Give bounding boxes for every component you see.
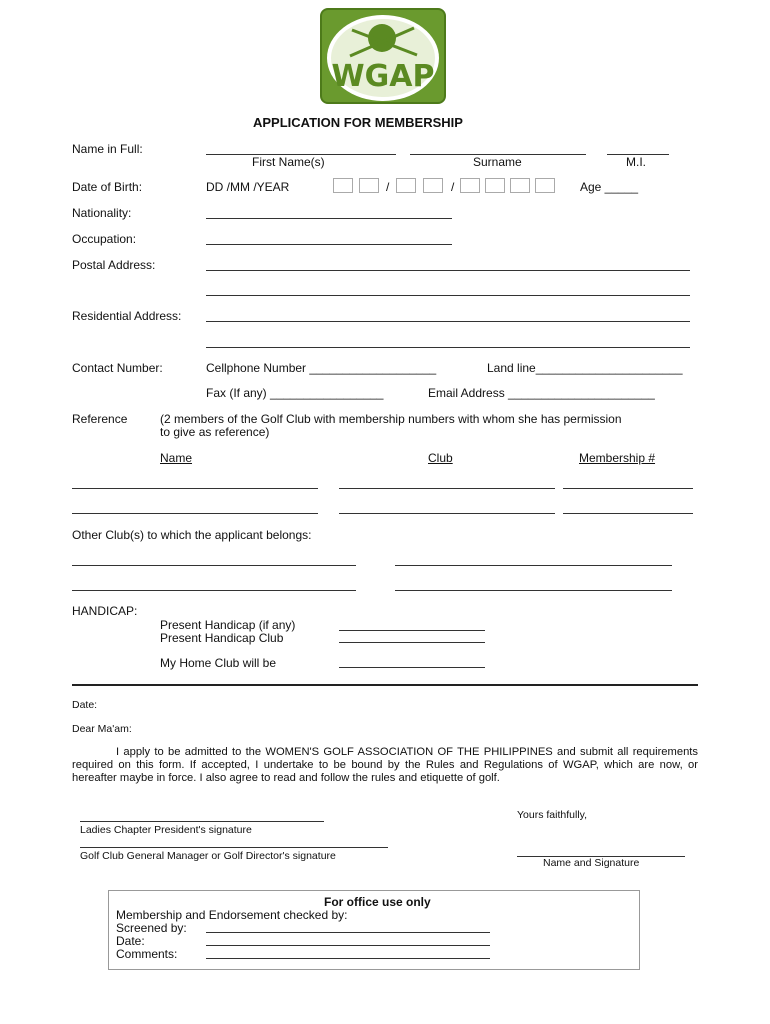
letter-date-label: Date: [72,699,98,711]
reference-desc-1: (2 members of the Golf Club with membership numbers with whom she has permission [160,412,622,426]
home-club-field[interactable] [339,667,485,668]
president-signature-line[interactable] [80,821,324,822]
wgap-logo [320,8,446,104]
dob-format: DD /MM /YEAR [206,180,290,194]
office-screened-label: Screened by: [116,921,187,935]
first-name-sublabel: First Name(s) [252,155,325,169]
president-signature-label: Ladies Chapter President's signature [80,824,252,836]
other-club-field-4[interactable] [395,590,672,591]
dob-day-box-2[interactable] [359,178,379,193]
present-handicap-field[interactable] [339,630,485,631]
age-field[interactable]: Age _____ [580,180,639,194]
dob-slash-1: / [386,180,390,194]
residential-label: Residential Address: [72,309,182,323]
reference-desc-2: to give as reference) [160,425,270,439]
other-club-field-3[interactable] [72,590,356,591]
dob-label: Date of Birth: [72,180,143,194]
postal-label: Postal Address: [72,258,156,272]
nationality-field[interactable] [206,218,452,219]
section-divider [72,684,698,686]
letter-salutation: Dear Ma'am: [72,723,132,735]
other-club-field-2[interactable] [395,565,672,566]
form-title: APPLICATION FOR MEMBERSHIP [253,115,463,130]
manager-signature-line[interactable] [80,847,388,848]
office-comments-label: Comments: [116,947,178,961]
reference-2-membership-field[interactable] [563,513,693,514]
letter-body [72,746,698,785]
reference-col-name: Name [160,451,193,465]
occupation-label: Occupation: [72,232,137,246]
office-comments-field[interactable] [206,958,490,959]
reference-1-name-field[interactable] [72,488,318,489]
reference-1-club-field[interactable] [339,488,555,489]
dob-year-box-3[interactable] [510,178,530,193]
name-label: Name in Full: [72,142,143,156]
residential-field-1[interactable] [206,321,690,322]
reference-col-membership: Membership # [579,451,656,465]
fax-field[interactable]: Fax (If any) _________________ [206,386,384,400]
office-date-label: Date: [116,934,145,948]
dob-month-box-2[interactable] [423,178,443,193]
other-clubs-label: Other Club(s) to which the applicant belongs: [72,528,312,542]
office-date-field[interactable] [206,945,490,946]
applicant-signature-label: Name and Signature [543,857,640,869]
other-club-field-1[interactable] [72,565,356,566]
dob-month-box-1[interactable] [396,178,416,193]
mi-sublabel: M.I. [626,155,646,169]
reference-label: Reference [72,412,128,426]
handicap-label: HANDICAP: [72,604,138,618]
reference-col-club: Club [428,451,453,465]
home-club-label: My Home Club will be [160,656,277,670]
office-checked-label: Membership and Endorsement checked by: [116,908,348,922]
dob-slash-2: / [451,180,455,194]
reference-2-club-field[interactable] [339,513,555,514]
wgap-emblem-icon [322,10,444,102]
residential-field-2[interactable] [206,347,690,348]
dob-year-box-2[interactable] [485,178,505,193]
occupation-field[interactable] [206,244,452,245]
present-handicap-label: Present Handicap (if any) [160,618,296,632]
dob-year-box-4[interactable] [535,178,555,193]
postal-field-1[interactable] [206,270,690,271]
landline-field[interactable]: Land line______________________ [487,361,683,375]
postal-field-2[interactable] [206,295,690,296]
logo-text: WGAP [331,59,435,94]
reference-2-name-field[interactable] [72,513,318,514]
office-title: For office use only [324,895,431,909]
surname-sublabel: Surname [473,155,522,169]
contact-label: Contact Number: [72,361,163,375]
dob-day-box-1[interactable] [333,178,353,193]
closing-text: Yours faithfully, [517,809,588,821]
cellphone-field[interactable]: Cellphone Number ___________________ [206,361,437,375]
email-field[interactable]: Email Address ______________________ [428,386,655,400]
reference-1-membership-field[interactable] [563,488,693,489]
manager-signature-label: Golf Club General Manager or Golf Director's signature [80,850,336,862]
letter-body-text: I apply to be admitted to the WOMEN'S GOLF ASSOCIATION OF THE PHILIPPINES and submit all requirements required on this form. If accepted, I undertake to be bound by the Rules and Regulations of WGAP, which are now, or hereafter maybe in force. I also agree to read and follow the rules and etiquette of golf. [72,746,698,784]
nationality-label: Nationality: [72,206,132,220]
present-handicap-club-label: Present Handicap Club [160,631,284,645]
office-screened-field[interactable] [206,932,490,933]
dob-year-box-1[interactable] [460,178,480,193]
present-handicap-club-field[interactable] [339,642,485,643]
